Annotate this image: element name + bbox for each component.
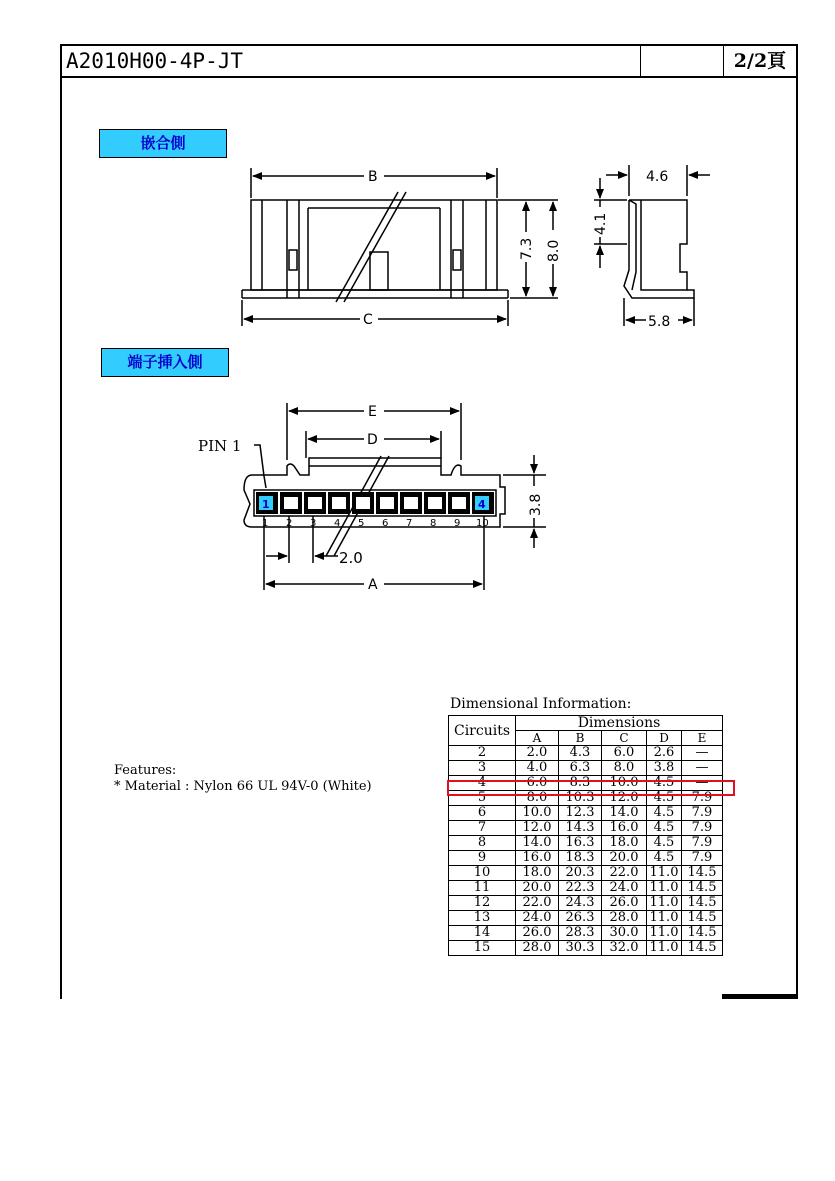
pin-number: 3: [310, 518, 317, 529]
dim-label-7-3: 7.3: [519, 237, 535, 260]
table-cell: 8: [449, 836, 516, 851]
table-cell: 11.0: [647, 896, 682, 911]
table-cell: 6.3: [559, 761, 602, 776]
table-cell: 5: [449, 791, 516, 806]
table-cell: 18.3: [559, 851, 602, 866]
table-cell: 18.0: [516, 866, 559, 881]
table-cell: 28.3: [559, 926, 602, 941]
mating-side-label: 嵌合側: [99, 129, 227, 158]
table-cell: 7.9: [682, 836, 723, 851]
table-cell: 4.0: [516, 761, 559, 776]
table-row: [449, 746, 723, 761]
table-cell: 22.0: [516, 896, 559, 911]
pin1-label: PIN 1: [198, 437, 242, 455]
front-view: [242, 168, 558, 326]
table-row: [449, 836, 723, 851]
table-cell: 24.0: [516, 911, 559, 926]
terminal-side-label: 端子挿入側: [101, 348, 229, 377]
features-block: [114, 763, 372, 795]
dim-label-e: E: [368, 404, 377, 420]
col-c: C: [602, 731, 647, 746]
table-cell: 14: [449, 926, 516, 941]
part-number: A2010H00-4P-JT: [62, 46, 641, 76]
table-cell: 12.0: [516, 821, 559, 836]
table-cell: 12.3: [559, 806, 602, 821]
table-cell: 26.0: [602, 896, 647, 911]
table-cell: 11.0: [647, 911, 682, 926]
dimension-table-title: Dimensional Information:: [450, 696, 632, 712]
pin-cells: [256, 492, 494, 514]
table-cell: 4: [449, 776, 516, 791]
table-cell: 28.0: [602, 911, 647, 926]
table-cell: 15: [449, 941, 516, 956]
frame-bottom-bar: [722, 994, 798, 999]
table-cell: 16.0: [516, 851, 559, 866]
table-cell: —: [682, 776, 723, 791]
page-number: 2/2頁: [733, 50, 787, 72]
dim-label-b: B: [368, 169, 378, 185]
table-cell: 11.0: [647, 941, 682, 956]
table-cell: 4.5: [647, 851, 682, 866]
table-cell: 2.0: [516, 746, 559, 761]
table-cell: 20.0: [602, 851, 647, 866]
table-cell: 8.3: [559, 776, 602, 791]
table-cell: 10.0: [516, 806, 559, 821]
table-cell: 6: [449, 806, 516, 821]
side-view: [594, 165, 710, 326]
pin-number: 2: [286, 518, 293, 529]
table-cell: 18.0: [602, 836, 647, 851]
table-cell: 2.6: [647, 746, 682, 761]
dim-label-4-6: 4.6: [646, 169, 669, 185]
col-e: E: [682, 731, 723, 746]
pin-number: 10: [476, 518, 489, 529]
table-cell: 22.0: [602, 866, 647, 881]
table-row: [449, 806, 723, 821]
table-cell: 7.9: [682, 791, 723, 806]
table-row: [449, 761, 723, 776]
table-cell: 3.8: [647, 761, 682, 776]
table-cell: 14.0: [602, 806, 647, 821]
dim-label-d: D: [367, 432, 378, 448]
pin-number: 6: [382, 518, 389, 529]
table-row: [449, 881, 723, 896]
table-cell: 14.5: [682, 866, 723, 881]
table-cell: 16.3: [559, 836, 602, 851]
table-cell: 32.0: [602, 941, 647, 956]
table-cell: 7.9: [682, 806, 723, 821]
table-cell: 7.9: [682, 851, 723, 866]
table-cell: 10.0: [602, 776, 647, 791]
table-cell: 4.5: [647, 836, 682, 851]
table-cell: 11.0: [647, 926, 682, 941]
dim-label-a: A: [368, 577, 378, 593]
table-cell: 4.5: [647, 791, 682, 806]
table-cell: 3: [449, 761, 516, 776]
table-cell: 20.3: [559, 866, 602, 881]
table-cell: 12: [449, 896, 516, 911]
table-cell: 4.5: [647, 806, 682, 821]
table-row: [449, 851, 723, 866]
table-cell: 11: [449, 881, 516, 896]
dim-label-8-0: 8.0: [546, 239, 562, 262]
table-cell: 14.3: [559, 821, 602, 836]
table-cell: 24.3: [559, 896, 602, 911]
table-row: [449, 941, 723, 956]
table-cell: 26.0: [516, 926, 559, 941]
pin-number: 7: [406, 518, 413, 529]
table-cell: 24.0: [602, 881, 647, 896]
table-cell: 7: [449, 821, 516, 836]
table-cell: 4.3: [559, 746, 602, 761]
table-cell: 30.0: [602, 926, 647, 941]
features-material: * Material : Nylon 66 UL 94V-0 (White): [114, 779, 372, 794]
table-row: [449, 896, 723, 911]
table-cell: 14.5: [682, 911, 723, 926]
dim-label-4-1: 4.1: [593, 212, 609, 235]
table-cell: 6.0: [516, 776, 559, 791]
dim-label-c: C: [363, 312, 373, 328]
table-row: [449, 866, 723, 881]
table-cell: 14.5: [682, 941, 723, 956]
table-cell: 13: [449, 911, 516, 926]
pin-badge-right: 4: [478, 498, 486, 511]
table-cell: 10.3: [559, 791, 602, 806]
pin-badge-left: 1: [262, 498, 270, 511]
table-cell: —: [682, 746, 723, 761]
pin-number: 9: [454, 518, 461, 529]
table-cell: 12.0: [602, 791, 647, 806]
dim-label-3-8: 3.8: [528, 493, 544, 516]
table-row: [449, 926, 723, 941]
table-cell: 16.0: [602, 821, 647, 836]
table-cell: 14.5: [682, 896, 723, 911]
dim-label-2-0: 2.0: [339, 549, 363, 567]
col-circuits: Circuits: [449, 716, 516, 746]
features-heading: Features:: [114, 763, 177, 778]
table-row: [449, 821, 723, 836]
table-cell: 20.0: [516, 881, 559, 896]
col-dimensions: Dimensions: [516, 716, 723, 731]
pin-number: 1: [262, 518, 269, 529]
col-d: D: [647, 731, 682, 746]
table-cell: 6.0: [602, 746, 647, 761]
table-cell: —: [682, 761, 723, 776]
table-cell: 4.5: [647, 821, 682, 836]
col-b: B: [559, 731, 602, 746]
table-row: [449, 911, 723, 926]
table-cell: 8.0: [516, 791, 559, 806]
dimension-table: [448, 715, 723, 956]
pin-number: 4: [334, 518, 341, 529]
table-cell: 30.3: [559, 941, 602, 956]
table-cell: 28.0: [516, 941, 559, 956]
pin-number: 8: [430, 518, 437, 529]
highlighted-row-marker: [447, 780, 735, 796]
table-cell: 9: [449, 851, 516, 866]
col-a: A: [516, 731, 559, 746]
table-cell: 26.3: [559, 911, 602, 926]
pin-number: 5: [358, 518, 365, 529]
table-cell: 10: [449, 866, 516, 881]
table-cell: 11.0: [647, 881, 682, 896]
table-cell: 2: [449, 746, 516, 761]
table-cell: 8.0: [602, 761, 647, 776]
table-cell: 14.5: [682, 881, 723, 896]
table-cell: 7.9: [682, 821, 723, 836]
table-cell: 22.3: [559, 881, 602, 896]
table-cell: 4.5: [647, 776, 682, 791]
table-cell: 11.0: [647, 866, 682, 881]
dim-label-5-8: 5.8: [648, 314, 671, 330]
table-cell: 14.0: [516, 836, 559, 851]
table-cell: 14.5: [682, 926, 723, 941]
